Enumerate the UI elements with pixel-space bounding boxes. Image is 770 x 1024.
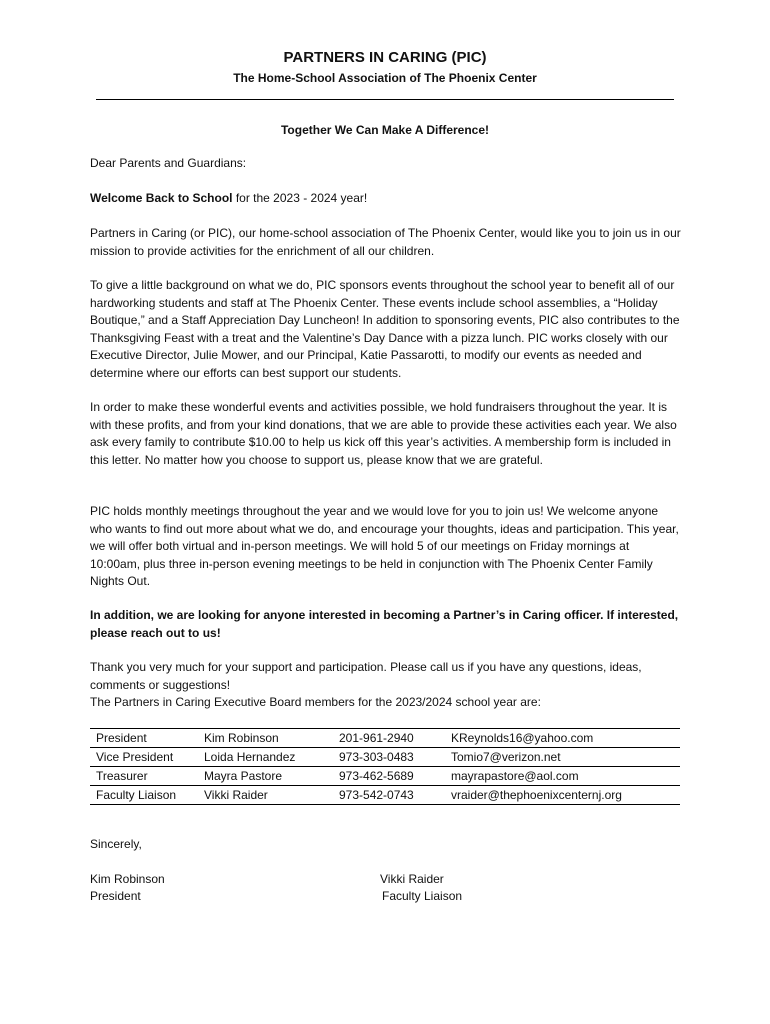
- signer2-name: Vikki Raider: [380, 872, 444, 886]
- page-title: PARTNERS IN CARING (PIC): [283, 49, 487, 66]
- welcome-rest: for the 2023 - 2024 year!: [232, 191, 368, 205]
- table-row: [90, 748, 680, 767]
- board-intro: The Partners in Caring Executive Board members for the 2023/2024 school year are:: [90, 695, 541, 709]
- board-role: Faculty Liaison: [90, 786, 198, 805]
- paragraph-meetings: PIC holds monthly meetings throughout the year and we would love for you to join us! We welcome anyone who wants to find out more about what we do, and encourage your thoughts, ideas and participation. This year, we will offer both virtual and in-person meetings. We will hold 5 of our meetings on Friday mornings at 10:00am, plus three in-person evening meetings to be held in conjunction with The Phoenix Center Family Nights Out.: [90, 504, 679, 589]
- table-row: [90, 786, 680, 805]
- header-divider: [96, 99, 674, 100]
- closing-sincerely: Sincerely,: [90, 837, 142, 851]
- paragraph-officer-call: In addition, we are looking for anyone interested in becoming a Partner’s in Caring officer. If interested, please reach out to us!: [90, 608, 679, 640]
- board-phone: 973-542-0743: [333, 786, 445, 805]
- salutation: Dear Parents and Guardians:: [90, 156, 247, 170]
- signer2-title: Faculty Liaison: [382, 889, 463, 903]
- board-role: President: [90, 729, 198, 748]
- board-table: [90, 728, 680, 805]
- board-email: Tomio7@verizon.net: [445, 748, 680, 767]
- table-row: [90, 767, 680, 786]
- paragraph-background: To give a little background on what we do, PIC sponsors events throughout the school year to benefit all of our hardworking students and staff at The Phoenix Center. These events include school assemblies, a “Holiday Boutique,” and a Staff Appreciation Day Luncheon! In addition to sponsoring events, PIC also contributes to the Thanksgiving Feast with a treat and the Valentine’s Day Dance with a pizza lunch. PIC works closely with our Executive Director, Julie Mower, and our Principal, Katie Passarotti, to modify our events as needed and determine where our efforts can best support our students.: [90, 278, 680, 380]
- paragraph-fundraisers: In order to make these wonderful events and activities possible, we hold fundraisers throughout the year. It is with these profits, and from your kind donations, that we are able to provide these activities each year. We also ask every family to contribute $10.00 to help us kick off this year’s activities. A membership form is included in this letter. No matter how you choose to support us, please know that we are grateful.: [90, 400, 677, 467]
- board-email: KReynolds16@yahoo.com: [445, 729, 680, 748]
- signer1-name: Kim Robinson: [90, 872, 165, 886]
- table-row: [90, 729, 680, 748]
- board-email: vraider@thephoenixcenternj.org: [445, 786, 680, 805]
- welcome-bold: Welcome Back to School: [90, 191, 233, 205]
- paragraph-thanks: Thank you very much for your support and participation. Please call us if you have any questions, ideas, comments or suggestions!: [90, 660, 642, 692]
- board-role: Vice President: [90, 748, 198, 767]
- board-name: Kim Robinson: [198, 729, 333, 748]
- board-email: mayrapastore@aol.com: [445, 767, 680, 786]
- board-phone: 201-961-2940: [333, 729, 445, 748]
- tagline: Together We Can Make A Difference!: [280, 123, 490, 137]
- board-phone: 973-462-5689: [333, 767, 445, 786]
- board-name: Vikki Raider: [198, 786, 333, 805]
- welcome-line: [90, 190, 682, 208]
- board-name: Mayra Pastore: [198, 767, 333, 786]
- signer1-title: President: [90, 889, 141, 903]
- page-subtitle: The Home-School Association of The Phoenix Center: [233, 71, 537, 85]
- board-phone: 973-303-0483: [333, 748, 445, 767]
- paragraph-mission: Partners in Caring (or PIC), our home-school association of The Phoenix Center, would like you to join us in our mission to provide activities for the enrichment of all our children.: [90, 226, 681, 258]
- board-role: Treasurer: [90, 767, 198, 786]
- board-name: Loida Hernandez: [198, 748, 333, 767]
